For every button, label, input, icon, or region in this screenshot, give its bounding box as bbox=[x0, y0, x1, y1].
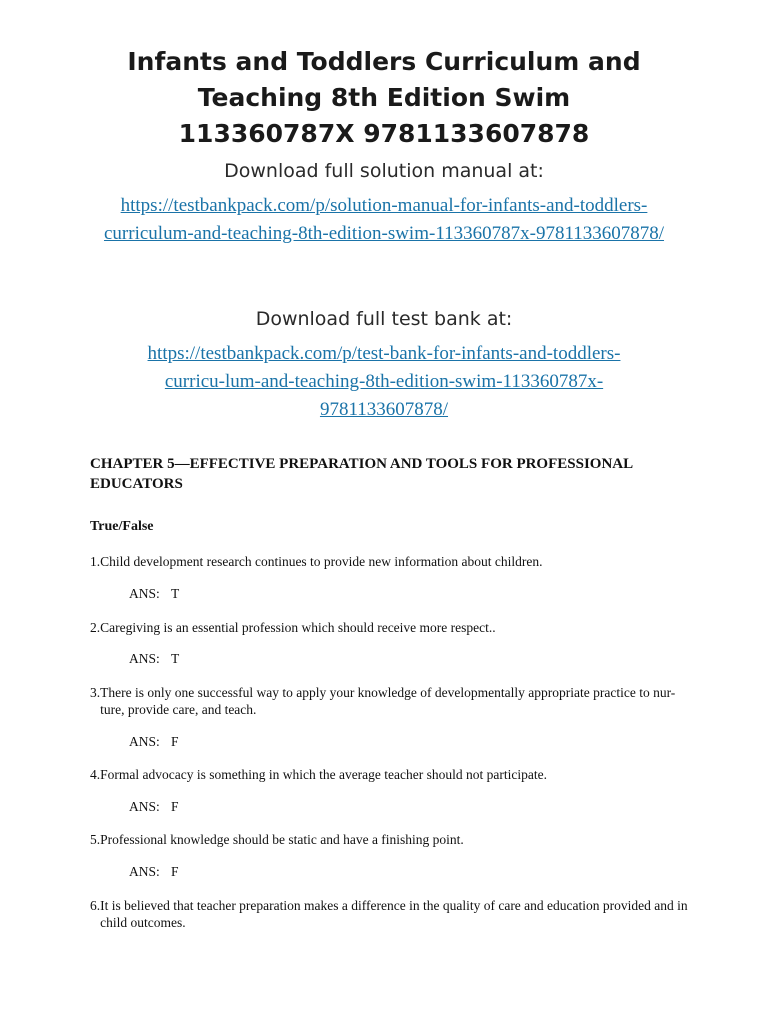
question-number: 4. bbox=[90, 767, 101, 782]
answer-line bbox=[129, 863, 179, 880]
question-number: 1. bbox=[90, 554, 101, 569]
question-text: Formal advocacy is something in which the average teacher should not participate. bbox=[100, 767, 547, 782]
test-bank-label: Download full test bank at: bbox=[255, 308, 513, 330]
question-number: 2. bbox=[90, 620, 101, 635]
answer-label: ANS: bbox=[129, 799, 160, 814]
answer-line bbox=[129, 585, 179, 602]
question-number: 5. bbox=[90, 832, 101, 847]
question-item bbox=[90, 766, 690, 783]
chapter-heading: CHAPTER 5—EFFECTIVE PREPARATION AND TOOLS FOR PROFESSIONAL EDUCATORS bbox=[90, 456, 633, 492]
answer-value: F bbox=[171, 864, 179, 879]
question-text: There is only one successful way to apply your knowledge of developmentally appropriate practice to nur-ture, provide care, and teach. bbox=[100, 685, 676, 717]
answer-label: ANS: bbox=[129, 734, 160, 749]
solution-manual-label: Download full solution manual at: bbox=[224, 160, 544, 182]
answer-label: ANS: bbox=[129, 651, 160, 666]
question-text: Professional knowledge should be static and have a finishing point. bbox=[100, 832, 464, 847]
question-number: 3. bbox=[90, 685, 101, 700]
question-text: Child development research continues to provide new information about children. bbox=[100, 554, 543, 569]
question-text: It is believed that teacher preparation makes a difference in the quality of care and education provided and in child outcomes. bbox=[100, 898, 688, 930]
document-title: Infants and Toddlers Curriculum and Teaching 8th Edition Swim 113360787X 9781133607878 bbox=[127, 47, 641, 148]
question-item bbox=[90, 553, 690, 570]
test-bank-link[interactable]: https://testbankpack.com/p/test-bank-for-infants-and-toddlers-curricu-lum-and-teaching-8th-edition-swim-113360787x-9781133607878/ bbox=[147, 343, 621, 420]
answer-value: F bbox=[171, 799, 179, 814]
answer-value: F bbox=[171, 734, 179, 749]
answer-value: T bbox=[171, 651, 180, 666]
question-item bbox=[90, 684, 690, 718]
question-text: Caregiving is an essential profession which should receive more respect.. bbox=[100, 620, 496, 635]
answer-label: ANS: bbox=[129, 864, 160, 879]
question-item bbox=[90, 619, 690, 636]
answer-value: T bbox=[171, 586, 180, 601]
answer-line bbox=[129, 650, 179, 667]
question-number: 6. bbox=[90, 898, 101, 913]
solution-manual-link[interactable]: https://testbankpack.com/p/solution-manual-for-infants-and-toddlers-curriculum-and-teaching-8th-edition-swim-113360787x-9781133607878/ bbox=[103, 195, 665, 244]
section-heading: True/False bbox=[90, 519, 154, 534]
answer-label: ANS: bbox=[129, 586, 160, 601]
answer-line bbox=[129, 733, 179, 750]
question-item bbox=[90, 831, 690, 848]
answer-line bbox=[129, 798, 179, 815]
question-item bbox=[90, 897, 690, 931]
